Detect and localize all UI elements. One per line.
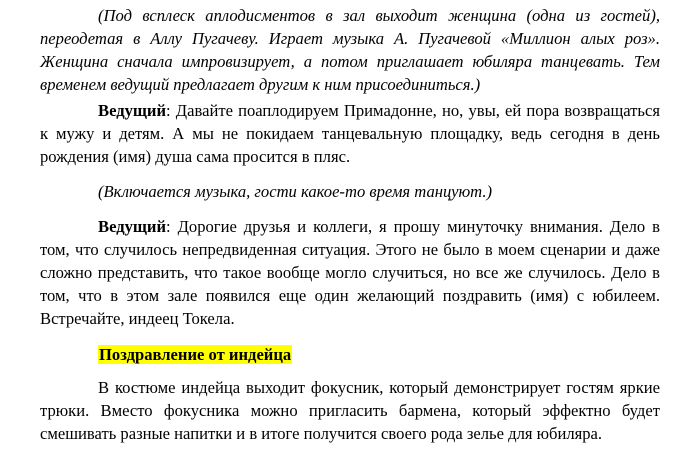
host-speech-1 <box>40 99 660 168</box>
highlighted-heading-text: Поздравление от индейца <box>99 345 292 364</box>
section-heading <box>98 343 292 366</box>
speech-text: : Дорогие друзья и коллеги, я прошу минуточку внимания. Дело в том, что случилось непредвиденная ситуация. Этого не было в моем сценарии и даже сложно представить, что такое вообще могло случиться, но все же случилось. Дело в том, что в этом зале появился еще один желающий поздравить (имя) с юбилеем. Встречайте, индеец Токела. <box>40 217 660 328</box>
host-speech-2 <box>40 215 660 330</box>
speaker-name: Ведущий <box>98 101 167 120</box>
stage-direction-entrance: (Под всплеск аплодисментов в зал выходит женщина (одна из гостей), переодетая в Аллу Пугачеву. Играет музыка А. Пугачевой «Миллион алых роз». Женщина сначала импровизирует, а потом приглашает юбиляра танцевать. Тем временем ведущий предлагает другим к ним присоединиться.) <box>40 6 660 94</box>
speaker-name: Ведущий <box>98 217 167 236</box>
speech-text: : Давайте поаплодируем Примадонне, но, увы, ей пора возвращаться к мужу и детям. А мы не покидаем танцевальную площадку, ведь сегодня в день рождения (имя) душа сама просится в пляс. <box>40 101 660 166</box>
stage-direction-dance: (Включается музыка, гости какое-то время танцуют.) <box>98 182 493 201</box>
body-paragraph: В костюме индейца выходит фокусник, который демонстрирует гостям яркие трюки. Вместо фокусника можно пригласить бармена, который эффектно будет смешивать разные напитки и в итоге получится своего рода зелье для юбиляра. <box>40 378 660 443</box>
